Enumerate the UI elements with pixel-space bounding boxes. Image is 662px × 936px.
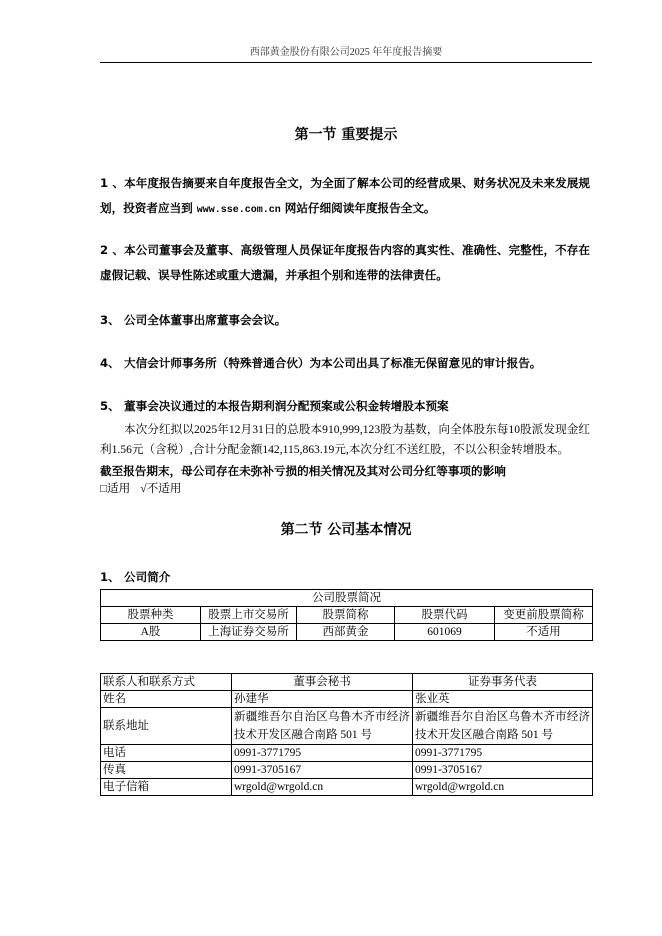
cell-stock-type: A股 [101, 624, 201, 641]
table-cell: 新疆维吾尔自治区乌鲁木齐市经济技术开发区融合南路 501 号 [232, 708, 413, 745]
option-not-applicable: √不适用 [140, 482, 182, 495]
item-1-line-1 [100, 173, 590, 193]
item-text: 划，投资者应当到 [100, 201, 193, 215]
table-cell: wrgold@wrgold.cn [413, 779, 593, 796]
item-text: 本年度报告摘要来自年度报告全文，为全面了解本公司的经营成果、财务状况及未来发展规 [124, 176, 590, 190]
item-number: 1、 [100, 570, 120, 584]
item-number: 3、 [100, 313, 120, 327]
cell-exchange: 上海证券交易所 [201, 624, 297, 641]
dividend-plan-line-2: 利1.56元（含税）,合计分配金额142,115,863.19元,本次分红不送红股，不以公积金转增股本。 [100, 443, 570, 456]
dividend-plan-line-1: 本次分红拟以2025年12月31日的总股本910,999,123股为基数，向全体股东每10股派发现金红 [124, 423, 590, 436]
header-rule [100, 62, 592, 63]
item-number: 2、 [100, 243, 124, 257]
header-exchange: 股票上市交易所 [201, 607, 297, 624]
subsection-title: 公司简介 [124, 570, 171, 584]
row-label-name: 姓名 [101, 691, 232, 708]
section2-title: 第二节 公司基本情况 [280, 522, 412, 538]
table-header-row [101, 607, 593, 624]
item-1-line-2 [100, 198, 590, 221]
item-5 [100, 396, 590, 416]
table-row [101, 708, 593, 745]
header-stock-abbr: 股票简称 [297, 607, 395, 624]
item-2-line-2: 虚假记载、误导性陈述或重大遗漏，并承担个别和连带的法律责任。 [100, 268, 448, 282]
item-text: 公司全体董事出席董事会会议。 [124, 313, 287, 327]
cell-former-abbr: 不适用 [495, 624, 593, 641]
item-text: 董事会决议通过的本报告期利润分配预案或公积金转增股本预案 [124, 399, 449, 413]
stock-info-table [100, 589, 593, 641]
item-number: 5、 [100, 399, 120, 413]
cell-stock-abbr: 西部黄金 [297, 624, 395, 641]
table-cell: 孙建华 [232, 691, 413, 708]
item-text: 网站仔细阅读年度报告全文。 [284, 201, 436, 215]
table-row [101, 762, 593, 779]
header-former-abbr: 变更前股票简称 [495, 607, 593, 624]
table-cell: wrgold@wrgold.cn [232, 779, 413, 796]
table-row [101, 745, 593, 762]
item-number: 4、 [100, 356, 120, 370]
item-4 [100, 353, 590, 373]
table-caption-row [101, 590, 593, 607]
stock-table-caption: 公司股票简况 [101, 590, 593, 607]
table-cell: 0991-3705167 [232, 762, 413, 779]
table-cell: 0991-3705167 [413, 762, 593, 779]
applicability-options [100, 479, 590, 499]
uncovered-loss-heading: 截至报告期末，母公司存在未弥补亏损的相关情况及其对公司分红等事项的影响 [100, 464, 506, 478]
header-contact-info: 联系人和联系方式 [101, 674, 232, 691]
table-cell: 0991-3771795 [413, 745, 593, 762]
header-securities-rep: 证券事务代表 [413, 674, 593, 691]
table-cell: 张业英 [413, 691, 593, 708]
contact-info-table [100, 673, 593, 796]
item-3 [100, 310, 590, 330]
item-2-line-1 [100, 240, 590, 260]
header-board-secretary: 董事会秘书 [232, 674, 413, 691]
row-label-phone: 电话 [101, 745, 232, 762]
table-cell: 0991-3771795 [232, 745, 413, 762]
header-stock-type: 股票种类 [101, 607, 201, 624]
table-row [101, 691, 593, 708]
header-stock-code: 股票代码 [395, 607, 495, 624]
row-label-address: 联系地址 [101, 708, 232, 745]
table-header-row [101, 674, 593, 691]
item-text: 大信会计师事务所（特殊普通合伙）为本公司出具了标准无保留意见的审计报告。 [124, 356, 542, 370]
sse-website-url: www.sse.com.cn [196, 205, 281, 216]
section1-title: 第一节 重要提示 [294, 127, 398, 143]
running-header: 西部黄金股份有限公司2025 年年度报告摘要 [249, 47, 443, 58]
row-label-email: 电子信箱 [101, 779, 232, 796]
table-row [101, 624, 593, 641]
item-text: 本公司董事会及董事、高级管理人员保证年度报告内容的真实性、准确性、完整性，不存在 [124, 243, 590, 257]
option-applicable: □适用 [100, 482, 131, 495]
subsection-company-profile [100, 567, 590, 587]
row-label-fax: 传真 [101, 762, 232, 779]
item-number: 1、 [100, 176, 124, 190]
table-row [101, 779, 593, 796]
cell-stock-code: 601069 [395, 624, 495, 641]
table-cell: 新疆维吾尔自治区乌鲁木齐市经济技术开发区融合南路 501 号 [413, 708, 593, 745]
